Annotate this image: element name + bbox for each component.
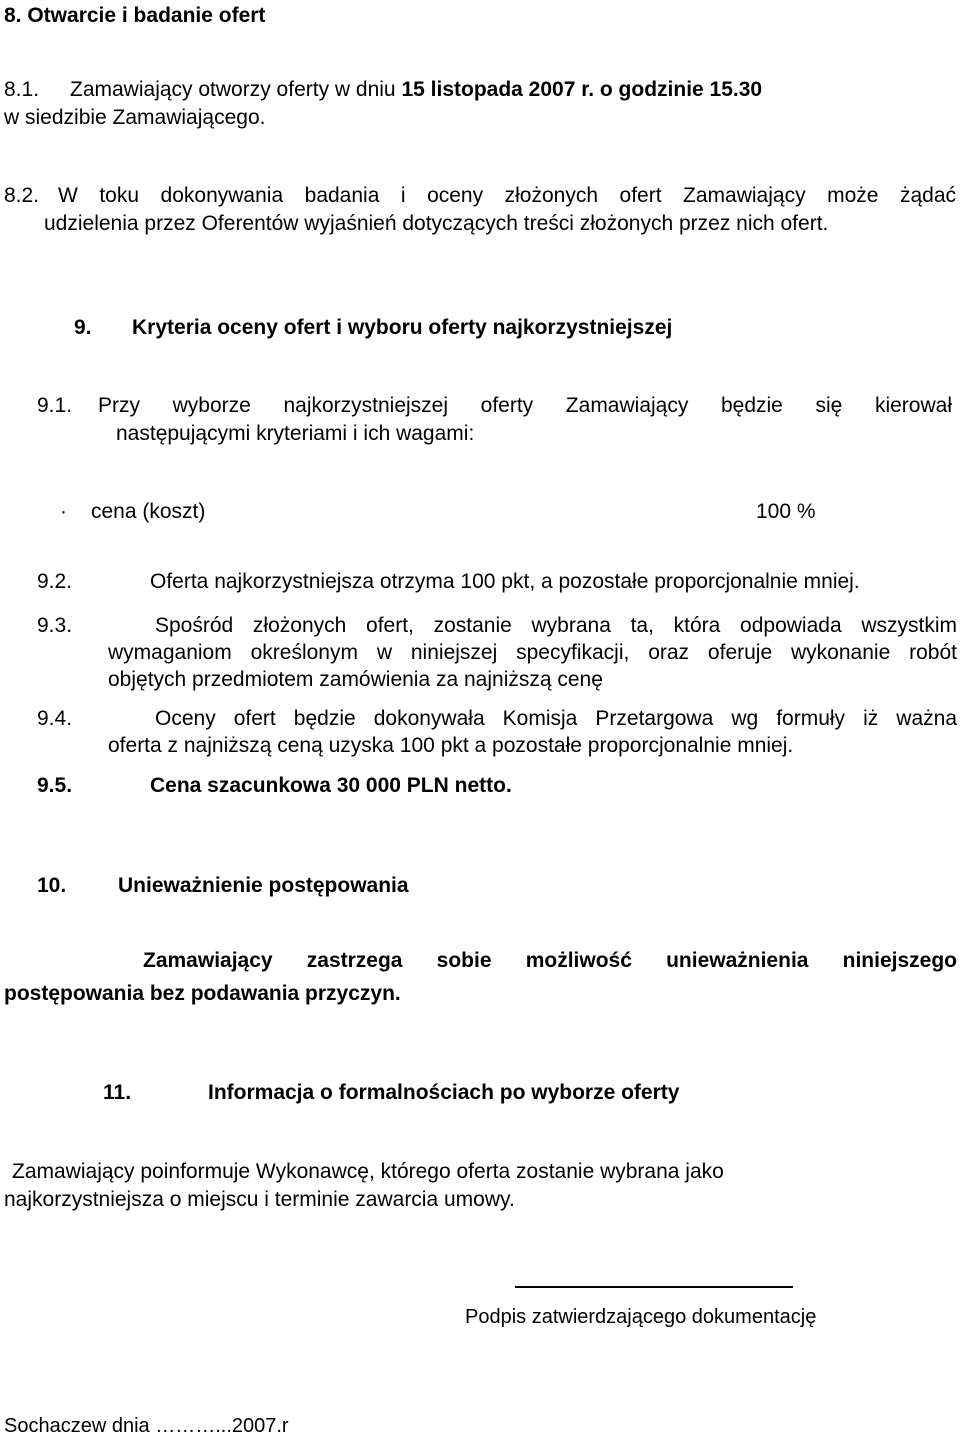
criterion-name: cena (koszt) <box>91 500 206 523</box>
para-9-4-line-1: Oceny ofert będzie dokonywała Komisja Przetargowa wg formuły iż ważna <box>155 707 957 730</box>
para-8-2-line-2: udzielenia przez Oferentów wyjaśnień dotyczących treści złożonych przez nich ofert. <box>44 212 829 235</box>
para-9-5-number: 9.5. <box>37 774 73 797</box>
para-9-1-number: 9.1. <box>37 394 73 417</box>
para-9-3-line-1: Spośród złożonych ofert, zostanie wybrana ta, która odpowiada wszystkim <box>155 614 957 637</box>
para-8-1-line-2: w siedzibie Zamawiającego. <box>4 106 266 129</box>
para-9-1-line-2: następującymi kryteriami i ich wagami: <box>116 422 475 445</box>
section-10-line-2: postępowania bez podawania przyczyn. <box>4 982 401 1005</box>
section-11-line-1: Zamawiający poinformuje Wykonawcę, którego oferta zostanie wybrana jako <box>12 1160 724 1183</box>
para-8-2-line-1: W toku dokonywania badania i oceny złożonych ofert Zamawiający może żądać <box>58 184 956 207</box>
para-9-3-line-2: wymaganiom określonym w niniejszej specyfikacji, oraz oferuje wykonanie robót <box>108 641 957 664</box>
para-9-4-number: 9.4. <box>37 707 73 730</box>
para-8-1-text: Zamawiający otworzy oferty w dniu <box>70 78 402 101</box>
para-9-1-line-1: Przy wyborze najkorzystniejszej oferty Zamawiający będzie się kierował <box>98 394 952 417</box>
section-11-heading: Informacja o formalnościach po wyborze oferty <box>208 1081 680 1104</box>
para-9-5-text: Cena szacunkowa 30 000 PLN netto. <box>150 774 512 797</box>
para-9-2-text: Oferta najkorzystniejsza otrzyma 100 pkt, a pozostałe proporcjonalnie mniej. <box>150 570 860 593</box>
criterion-bullet: · <box>60 500 67 523</box>
para-9-2-number: 9.2. <box>37 570 73 593</box>
signature-caption: Podpis zatwierdzającego dokumentację <box>465 1306 817 1328</box>
section-11-line-2: najkorzystniejsza o miejscu i terminie zawarcia umowy. <box>4 1188 515 1211</box>
para-8-1-number: 8.1. <box>4 78 40 101</box>
para-9-4-line-2: oferta z najniższą ceną uzyska 100 pkt a pozostałe proporcjonalnie mniej. <box>108 734 794 757</box>
place-date: Sochaczew dnia ………...2007.r <box>4 1415 289 1437</box>
section-10-line-1: Zamawiający zastrzega sobie możliwość unieważnienia niniejszego <box>143 949 957 972</box>
para-8-2-number: 8.2. <box>4 184 40 207</box>
para-8-1-date-time: 15 listopada 2007 r. o godzinie 15.30 <box>401 78 763 101</box>
para-9-3-line-3: objętych przedmiotem zamówienia za najniższą cenę <box>108 668 603 691</box>
section-11-number: 11. <box>103 1081 132 1104</box>
signature-line <box>515 1286 793 1288</box>
para-8-1-line-1 <box>70 76 956 104</box>
para-9-3-number: 9.3. <box>37 614 73 637</box>
section-8-heading: 8. Otwarcie i badanie ofert <box>4 4 266 27</box>
section-9-heading: Kryteria oceny ofert i wyboru oferty najkorzystniejszej <box>132 316 673 339</box>
section-10-heading: Unieważnienie postępowania <box>118 874 409 897</box>
section-9-number: 9. <box>74 316 92 339</box>
section-10-number: 10. <box>37 874 67 897</box>
criterion-weight: 100 % <box>756 500 816 523</box>
